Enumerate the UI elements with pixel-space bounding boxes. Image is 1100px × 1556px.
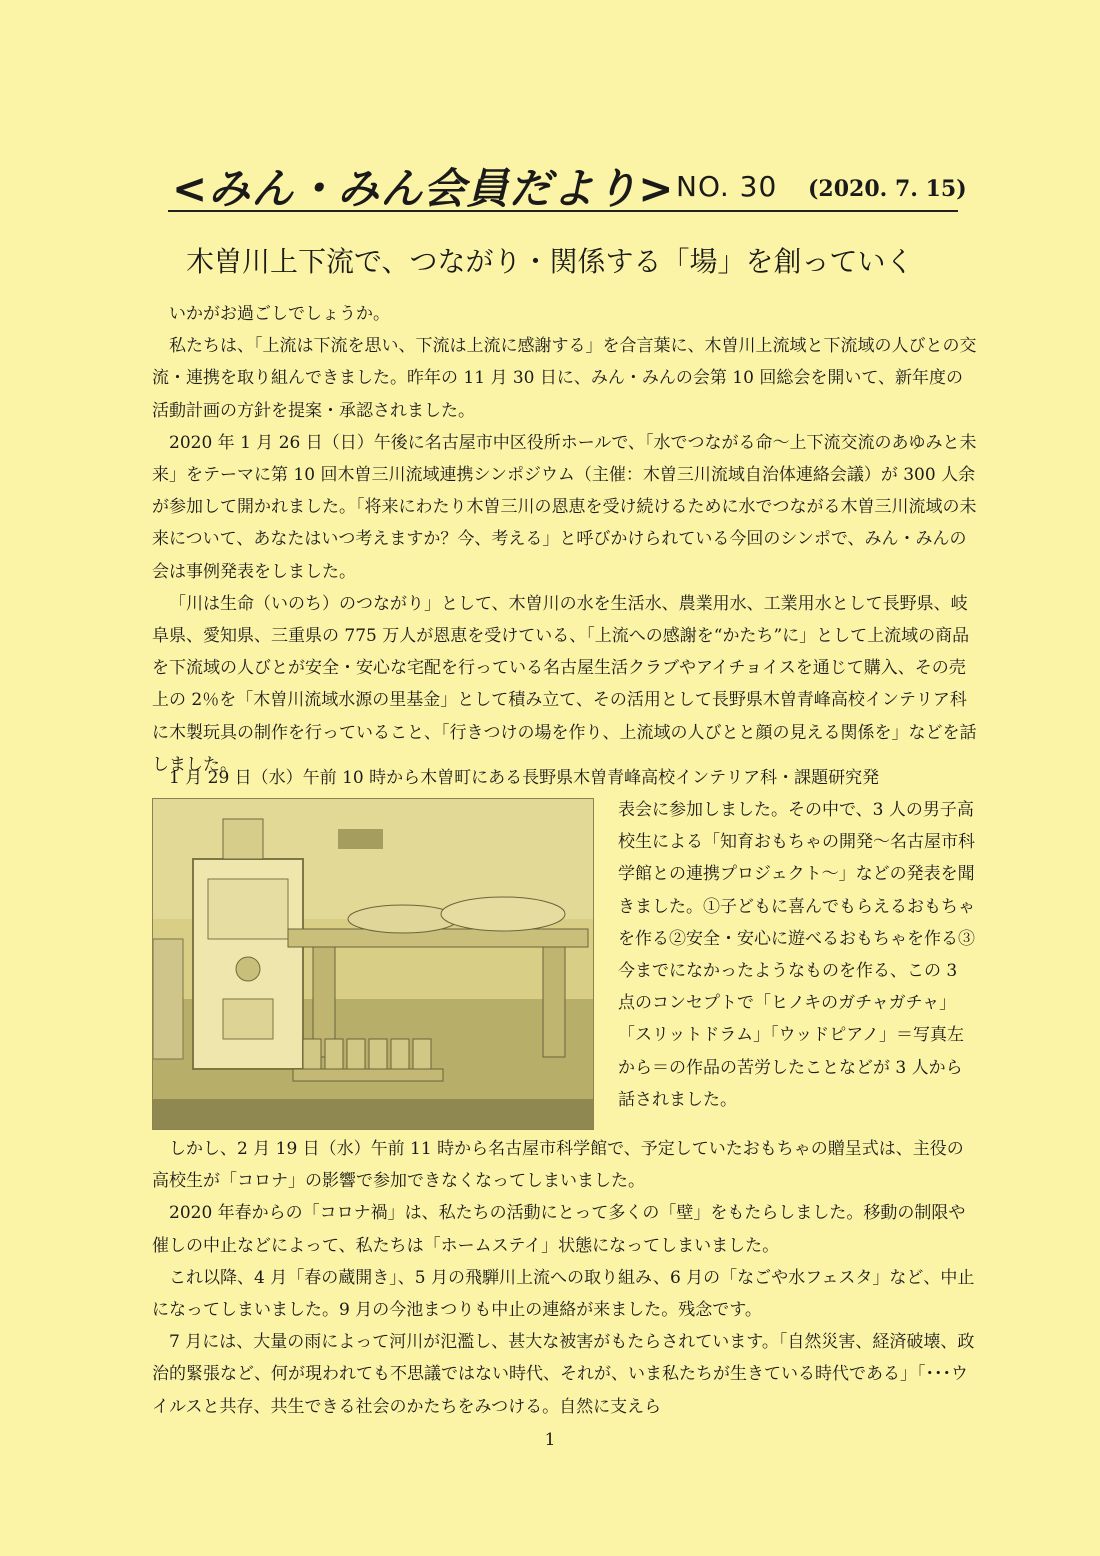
masthead <box>168 156 967 213</box>
paragraph: いかがお過ごしでしょうか。 <box>169 304 390 324</box>
page-number: 1 <box>544 1430 556 1450</box>
photo-illustration <box>153 799 593 1129</box>
paragraph: しかし、2 月 19 日（水）午前 11 時から名古屋市科学館で、予定していたおもちゃの贈呈式は、主役の高校生が「コロナ」の影響で参加できなくなってしまいました。 <box>152 1139 964 1192</box>
paragraph: これ以降、4 月「春の蔵開き」、5 月の飛騨川上流への取り組み、6 月の「なごや水フェスタ」など、中止になってしまいました。9 月の今池まつりも中止の連絡が来ました。残念です。 <box>152 1267 975 1321</box>
wooden-toys-photo <box>152 798 594 1130</box>
photo-caption-text: 表会に参加しました。その中で、3 人の男子高校生による「知育おもちゃの開発〜名古屋市科学館との連携プロジェクト〜」などの発表を聞きました。①子どもに喜んでもらえるおもちゃを作る②安全・安心に遊べるおもちゃを作る③今までになかったようなものを作る、この 3 点のコンセプトで「ヒノキのガチャガチャ」「スリットドラム」「ウッドピアノ」＝写真左から＝の作品の苦労したことなどが 3 人から話されました。 <box>618 800 975 1110</box>
photo-section-lead: 1 月 29 日（水）午前 10 時から木曽町にある長野県木曽青峰高校インテリア科・課題研究発 <box>169 768 880 788</box>
article-body-top <box>152 298 978 781</box>
paragraph: 「川は生命（いのち）のつながり」として、木曽川の水を生活水、農業用水、工業用水として長野県、岐阜県、愛知県、三重県の 775 万人が恩恵を受けている、「上流への感謝を“かたち”に」として上流域の商品を下流域の人びとが安全・安心な宅配を行っている名古屋生活クラブやアイチョイスを通じて購入、その売上の 2％を「木曽川流域水源の里基金」として積み立て、その活用として長野県木曽青峰高校インテリア科に木製玩具の制作を行っていること、「行きつけの場を作り、上流域の人びとと顔の見える関係を」などを話しました。 <box>152 593 977 775</box>
issue-number: NO. 30 <box>676 170 778 203</box>
issue-date: (2020. 7. 15) <box>808 176 967 202</box>
paragraph: 7 月には、大量の雨によって河川が氾濫し、甚大な被害がもたらされています。「自然災害、経済破壊、政治的緊張など、何が現われても不思議ではない時代、それが、いま私たちが生きている時代である」「･･･ウイルスと共存、共生できる社会のかたちをみつける。自然に支えら <box>152 1332 975 1417</box>
article-headline: 木曽川上下流で、つながり・関係する「場」を創っていく <box>186 245 914 278</box>
paragraph: 2020 年 1 月 26 日（日）午後に名古屋市中区役所ホールで、「水でつながる命〜上下流交流のあゆみと未来」をテーマに第 10 回木曽三川流域連携シンポジウム（主催：木曽三川流域自治体連絡会議）が 300 人余が参加して開かれました。「将来にわたり木曽三川の恩恵を受け続けるために水でつながる木曽三川流域の未来について、あなたはいつ考えますか？今、考える」と呼びかけられている今回のシンポで、みん・みんの会は事例発表をしました。 <box>152 432 977 582</box>
paragraph: 私たちは、「上流は下流を思い、下流は上流に感謝する」を合言葉に、木曽川上流域と下流域の人びとの交流・連携を取り組んできました。昨年の 11 月 30 日に、みん・みんの会第 10 回総会を開いて、新年度の活動計画の方針を提案・承認されました。 <box>152 336 977 421</box>
article-body-bottom <box>152 1133 978 1423</box>
masthead-title: <みん・みん会員だより> <box>172 164 675 213</box>
photo-section <box>152 762 978 1110</box>
paragraph: 2020 年春からの「コロナ禍」は、私たちの活動にとって多くの「壁」をもたらしました。移動の制限や催しの中止などによって、私たちは「ホームステイ」状態になってしまいました。 <box>152 1203 966 1256</box>
